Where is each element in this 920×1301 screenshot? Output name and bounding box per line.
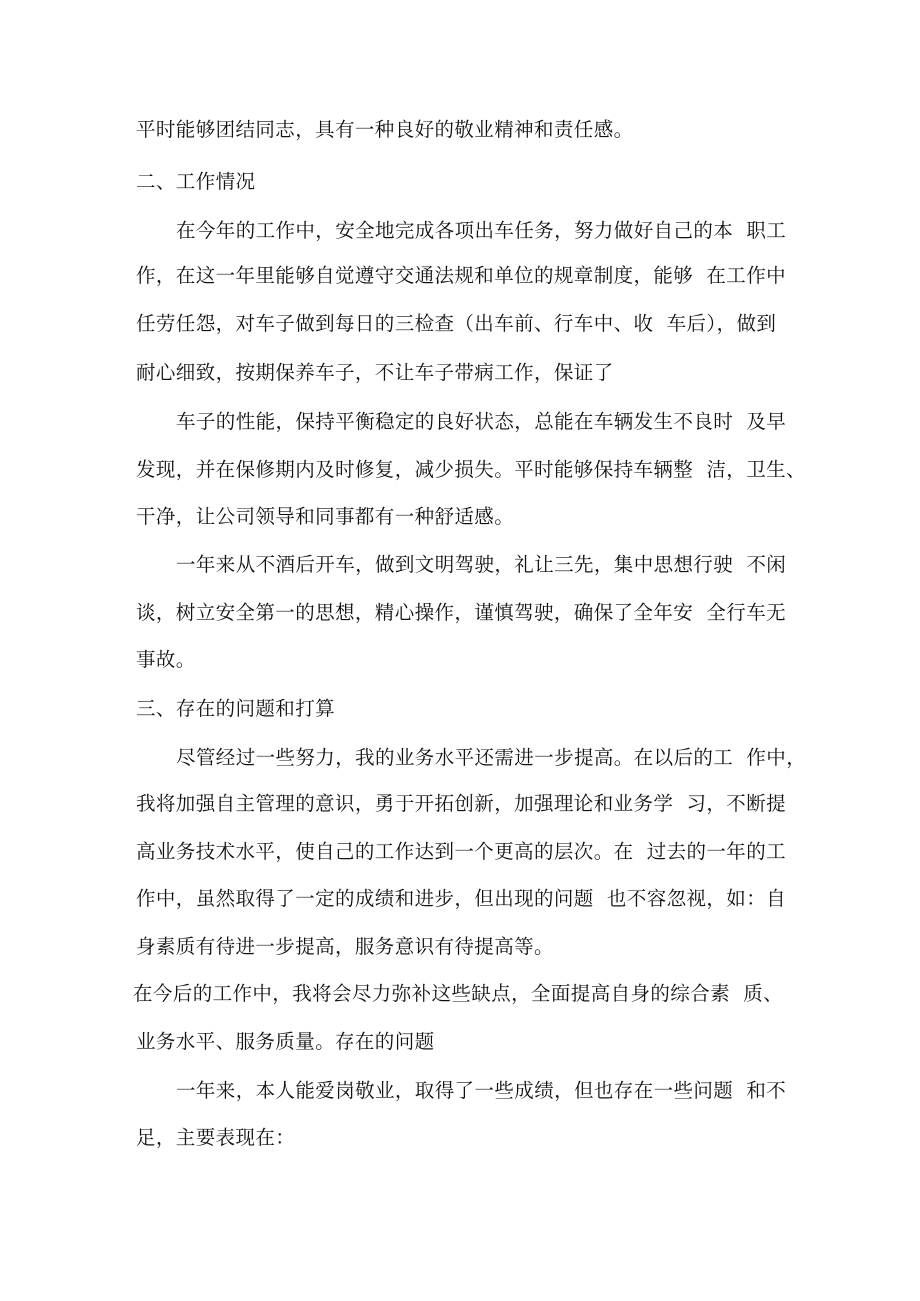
section-heading: 三、存在的问题和打算 (136, 697, 336, 720)
text-line: 发现，并在保修期内及时修复，减少损失。平时能够保持车辆整 洁，卫生、 (136, 458, 806, 481)
section-heading: 二、工作情况 (136, 170, 256, 193)
text-line: 足，主要表现在： (136, 1126, 296, 1149)
text-line: 一年来，本人能爱岗敬业，取得了一些成绩，但也存在一些问题 和不 (176, 1079, 787, 1102)
text-line: 身素质有待进一步提高，服务意识有待提高等。 (136, 935, 554, 958)
text-line: 在今后的工作中，我将会尽力弥补这些缺点，全面提高自身的综合素 质、 (133, 982, 783, 1005)
text-line: 谈，树立安全第一的思想，精心操作，谨慎驾驶，确保了全年安 全行车无 (136, 601, 786, 624)
text-line: 作中，虽然取得了一定的成绩和进步，但出现的问题 也不容忽视，如：自 (136, 887, 786, 910)
text-line: 耐心细致，按期保养车子，不让车子带病工作，保证了 (136, 361, 614, 384)
text-line: 车子的性能，保持平衡稳定的良好状态，总能在车辆发生不良时 及早 (176, 410, 787, 433)
text-line: 业务水平、服务质量。存在的问题 (136, 1030, 435, 1053)
text-line: 任劳任怨，对车子做到每日的三检查（出车前、行车中、收 车后），做到 (136, 312, 777, 335)
text-line: 尽管经过一些努力，我的业务水平还需进一步提高。在以后的工 作中， (176, 746, 807, 769)
text-line: 高业务技术水平，使自己的工作达到一个更高的层次。在 过去的一年的工 (136, 840, 786, 863)
text-line: 作，在这一年里能够自觉遵守交通法规和单位的规章制度，能够 在工作中 (136, 264, 786, 287)
text-line: 平时能够团结同志，具有一种良好的敬业精神和责任感。 (136, 118, 634, 141)
text-line: 事故。 (136, 648, 196, 671)
text-line: 干净，让公司领导和同事都有一种舒适感。 (136, 505, 515, 528)
text-line: 在今年的工作中，安全地完成各项出车任务，努力做好自己的本 职工 (176, 219, 787, 242)
text-line: 我将加强自主管理的意识，勇于开拓创新，加强理论和业务学 习，不断提 (136, 792, 786, 815)
text-line: 一年来从不酒后开车，做到文明驾驶，礼让三先，集中思想行驶 不闲 (176, 553, 787, 576)
